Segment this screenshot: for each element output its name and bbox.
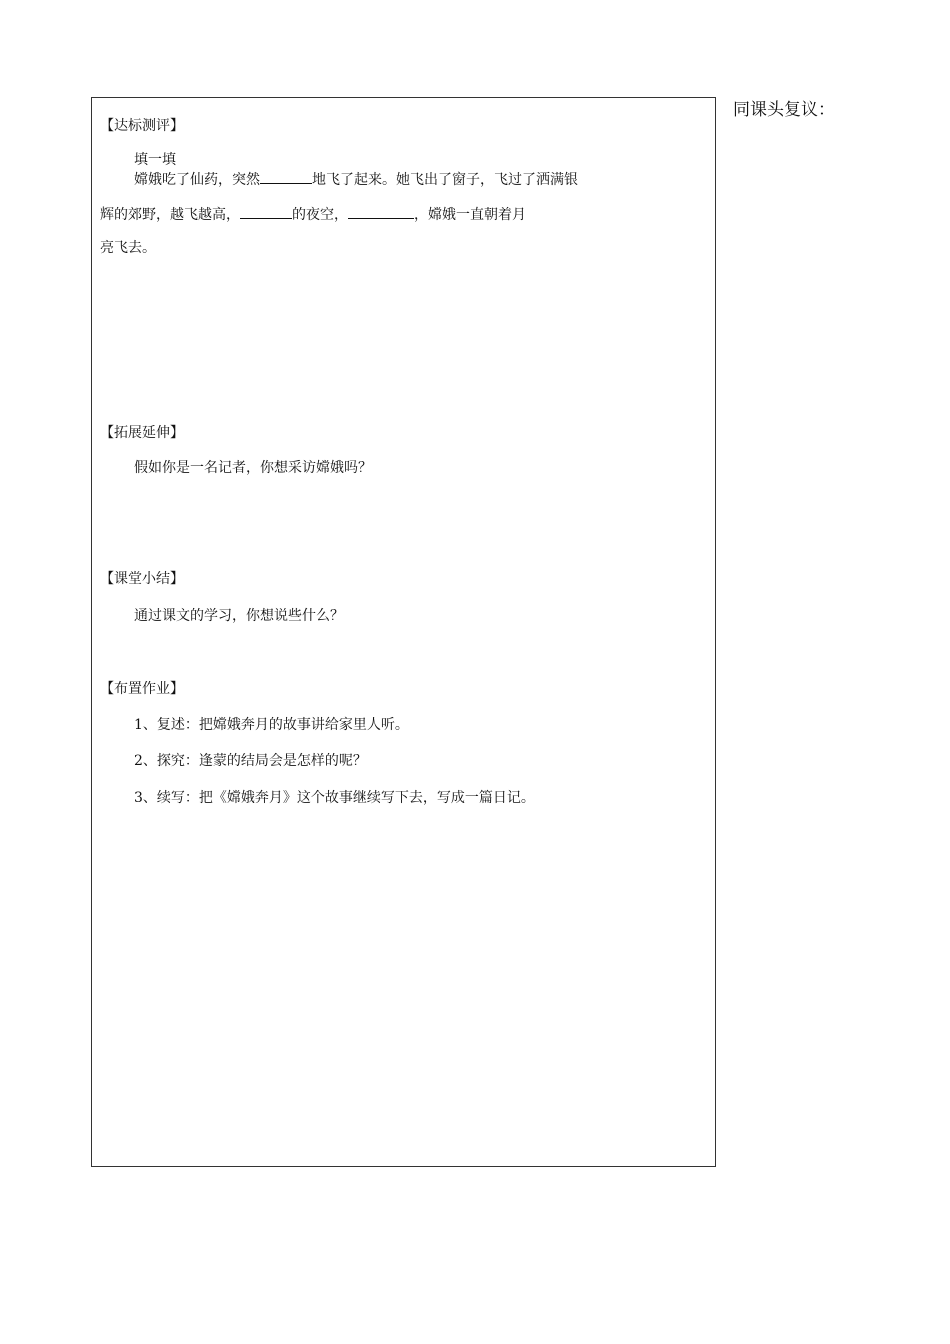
- worksheet-frame: [91, 97, 716, 1167]
- fill-in-blank-2[interactable]: [240, 204, 292, 219]
- homework-heading: 【布置作业】: [100, 681, 184, 697]
- fill-in-blank-1[interactable]: [260, 169, 312, 184]
- fill-in-line-1: [134, 169, 578, 189]
- fill-in-text: ，嫦娥一直朝着月: [414, 207, 526, 223]
- fill-in-line-3: 亮飞去。: [100, 240, 156, 256]
- homework-item-retell: 1、复述：把嫦娥奔月的故事讲给家里人听。: [134, 717, 409, 733]
- fill-in-text: 辉的郊野，越飞越高，: [100, 207, 240, 223]
- fill-in-text: 地飞了起来。她飞出了窗子，飞过了洒满银: [312, 172, 578, 188]
- summary-question: 通过课文的学习，你想说些什么？: [134, 608, 344, 624]
- homework-item-explore: 2、探究：逢蒙的结局会是怎样的呢？: [134, 753, 367, 769]
- fill-in-text: 嫦娥吃了仙药，突然: [134, 172, 260, 188]
- extension-heading: 【拓展延伸】: [100, 425, 184, 441]
- fill-in-blank-3[interactable]: [348, 204, 414, 219]
- extension-question: 假如你是一名记者，你想采访嫦娥吗？: [134, 460, 372, 476]
- fill-in-text: 的夜空，: [292, 207, 348, 223]
- fill-in-line-2: [100, 204, 526, 224]
- assessment-heading: 【达标测评】: [100, 118, 184, 134]
- homework-item-continue-writing: 3、续写：把《嫦娥奔月》这个故事继续写下去，写成一篇日记。: [134, 790, 535, 806]
- summary-heading: 【课堂小结】: [100, 571, 184, 587]
- assessment-subheading: 填一填: [134, 152, 176, 168]
- side-note-peer-review: 同课头复议：: [733, 100, 835, 120]
